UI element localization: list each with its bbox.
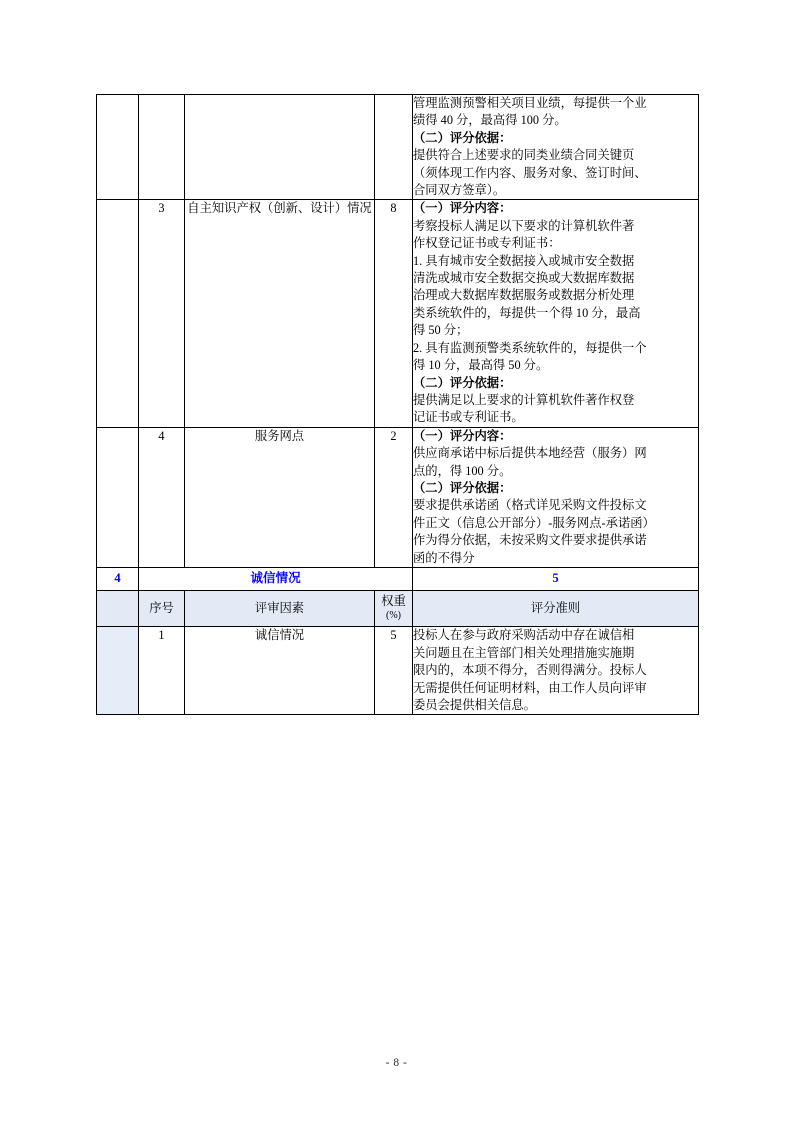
rule-line: （二）评分依据： — [413, 480, 512, 495]
rule-text — [413, 200, 698, 426]
section-title: 诚信情况 — [139, 567, 413, 590]
weight-cell-empty — [375, 95, 413, 200]
row-factor: 自主知识产权（创新、设计）情况 — [185, 200, 375, 427]
row-weight: 5 — [375, 627, 413, 715]
section-group-no: 4 — [97, 567, 139, 590]
rule-line: 作权登记证书或专利证书： — [413, 236, 561, 251]
rule-line: 作为得分依据，未按采购文件要求提供承诺 — [413, 533, 647, 548]
column-header-weight — [375, 591, 413, 627]
page-number: - 8 - — [385, 1057, 408, 1069]
rule-line: 得 50 分； — [413, 323, 469, 338]
rule-line: 考察投标人满足以下要求的计算机软件著 — [413, 218, 635, 233]
row-no: 4 — [139, 427, 185, 567]
rule-line: 清洗或城市安全数据交换或大数据库数据 — [413, 271, 635, 286]
rule-text — [413, 627, 698, 714]
group-cell-shaded — [97, 591, 139, 627]
column-header-weight-unit: (%) — [386, 610, 401, 622]
rule-line: 绩得 40 分，最高得 100 分。 — [413, 113, 567, 128]
rule-line: （一）评分内容： — [413, 201, 512, 216]
rule-line: 治理或大数据库数据服务或数据分析处理 — [413, 288, 635, 303]
section-header-row — [97, 567, 699, 590]
rule-line: 关问题且在主管部门相关处理措施实施期 — [413, 645, 635, 660]
rule-line: 函的不得分 — [413, 550, 475, 565]
section-total-weight: 5 — [413, 567, 699, 590]
row-no: 1 — [139, 627, 185, 715]
group-cell-empty — [97, 95, 139, 200]
group-cell-shaded — [97, 627, 139, 715]
evaluation-score-table — [96, 94, 699, 715]
table-row — [97, 427, 699, 567]
rule-line: 提供符合上述要求的同类业绩合同关键页 — [413, 148, 635, 163]
rule-line: 管理监测预警相关项目业绩，每提供一个业 — [413, 96, 647, 110]
no-cell-empty — [139, 95, 185, 200]
column-header-weight-label: 权重 — [381, 594, 406, 609]
table-row — [97, 627, 699, 715]
row-weight: 2 — [375, 427, 413, 567]
column-header-rule: 评分准则 — [413, 591, 699, 627]
row-factor: 服务网点 — [185, 427, 375, 567]
row-weight: 8 — [375, 200, 413, 427]
group-cell-empty — [97, 200, 139, 427]
rule-cell — [413, 427, 699, 567]
column-heading-row — [97, 591, 699, 627]
column-header-factor: 评审因素 — [185, 591, 375, 627]
factor-cell-empty — [185, 95, 375, 200]
column-header-no: 序号 — [139, 591, 185, 627]
rule-line: 点的，得 100 分。 — [413, 463, 512, 478]
rule-text — [413, 428, 698, 567]
group-cell-empty — [97, 427, 139, 567]
rule-cell — [413, 627, 699, 715]
rule-line: （二）评分依据： — [413, 375, 512, 390]
table-row-continued — [97, 95, 699, 200]
row-factor: 诚信情况 — [185, 627, 375, 715]
rule-line: 供应商承诺中标后提供本地经营（服务）网 — [413, 446, 647, 461]
rule-line: 委员会提供相关信息。 — [413, 698, 536, 712]
rule-line: 合同双方签章）。 — [413, 183, 506, 198]
rule-line: 无需提供任何证明材料，由工作人员向评审 — [413, 680, 647, 695]
table-row — [97, 200, 699, 427]
rule-line: （二）评分依据： — [413, 130, 512, 145]
rule-line: 2. 具有监测预警类系统软件的，每提供一个 — [413, 340, 647, 355]
rule-line: 1. 具有城市安全数据接入或城市安全数据 — [413, 253, 635, 268]
rule-line: 类系统软件的，每提供一个得 10 分，最高 — [413, 305, 641, 320]
rule-line: 记证书或专利证书。 — [413, 410, 524, 425]
rule-line: 提供满足以上要求的计算机软件著作权登 — [413, 392, 635, 407]
rule-line: 投标人在参与政府采购活动中存在诚信相 — [413, 628, 635, 643]
rule-line: 要求提供承诺函（格式详见采购文件投标文 — [413, 498, 647, 513]
rule-cell — [413, 95, 699, 200]
rule-line: （一）评分内容： — [413, 428, 512, 443]
rule-line: 件正文（信息公开部分）-服务网点-承诺函） — [413, 515, 655, 530]
rule-line: 得 10 分，最高得 50 分。 — [413, 358, 549, 373]
row-no: 3 — [139, 200, 185, 427]
rule-cell — [413, 200, 699, 427]
rule-text-continued — [413, 95, 698, 199]
rule-line: （须体现工作内容、服务对象、签订时间、 — [413, 165, 647, 180]
rule-line: 限内的，本项不得分，否则得满分。投标人 — [413, 663, 647, 678]
